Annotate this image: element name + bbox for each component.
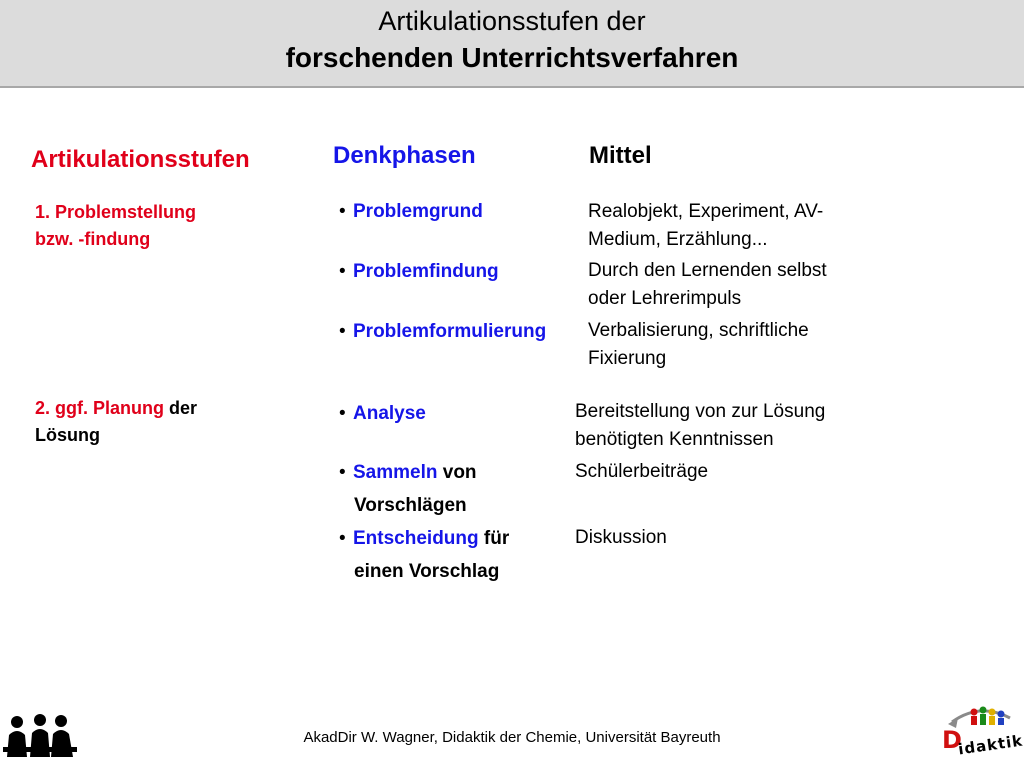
phase-label-rest: für	[478, 528, 510, 549]
phase-label: Problemgrund	[353, 201, 483, 222]
title-banner	[0, 0, 1024, 88]
mittel-line: benötigten Kenntnissen	[575, 429, 774, 450]
column-header-artikulationsstufen: Artikulationsstufen	[31, 146, 250, 173]
phase-item	[339, 397, 426, 430]
column-header-mittel: Mittel	[589, 142, 652, 169]
phase-item	[339, 456, 477, 522]
mittel-entry	[575, 524, 667, 552]
phase-label-continuation: einen Vorschlag	[354, 561, 500, 582]
logo-text: idaktik	[957, 731, 1024, 759]
bullet: •	[339, 321, 346, 342]
stage-2-highlight: 2. ggf. Planung	[35, 398, 164, 418]
stage-2-line-2: Lösung	[35, 425, 100, 445]
phase-item	[339, 315, 546, 348]
didaktik-logo	[940, 700, 1024, 769]
mittel-line: Diskussion	[575, 527, 667, 548]
stage-2	[35, 395, 197, 449]
phase-label: Problemformulierung	[353, 321, 547, 342]
logo-letter-d: D	[942, 726, 962, 754]
mittel-line: Fixierung	[588, 348, 667, 369]
column-header-denkphasen: Denkphasen	[333, 142, 476, 169]
phase-label: Problemfindung	[353, 261, 499, 282]
people-silhouette-icon	[3, 713, 77, 764]
title-line-1: Artikulationsstufen der	[378, 6, 646, 36]
phase-item	[339, 255, 499, 288]
mittel-line: Bereitstellung von zur Lösung	[575, 401, 826, 422]
phase-label: Analyse	[353, 403, 426, 424]
phase-item	[339, 195, 483, 228]
mittel-entry	[575, 458, 708, 486]
bullet: •	[339, 403, 346, 424]
mittel-line: oder Lehrerimpuls	[588, 288, 742, 309]
stage-1-line-2: bzw. -findung	[35, 229, 151, 249]
stage-1-line-1: 1. Problemstellung	[35, 202, 197, 222]
bullet: •	[339, 261, 346, 282]
phase-label-rest: von	[437, 462, 477, 483]
phase-item	[339, 522, 509, 588]
mittel-line: Realobjekt, Experiment, AV-	[588, 201, 824, 222]
phase-label: Sammeln	[353, 462, 438, 483]
phase-label: Entscheidung	[353, 528, 479, 549]
mittel-entry	[588, 198, 823, 254]
mittel-line: Medium, Erzählung...	[588, 229, 768, 250]
mittel-line: Durch den Lernenden selbst	[588, 260, 827, 281]
mittel-entry	[588, 257, 827, 313]
bullet: •	[339, 201, 346, 222]
footer-credit: AkadDir W. Wagner, Didaktik der Chemie, Universität Bayreuth	[303, 729, 721, 746]
stage-2-rest: der	[164, 398, 198, 418]
bullet: •	[339, 462, 346, 483]
mittel-entry	[588, 317, 809, 373]
mittel-line: Schülerbeiträge	[575, 461, 709, 482]
phase-label-continuation: Vorschlägen	[354, 495, 467, 516]
title-line-2: forschenden Unterrichtsverfahren	[285, 42, 739, 73]
bullet: •	[339, 528, 346, 549]
stage-1	[35, 199, 196, 253]
mittel-entry	[575, 398, 825, 454]
mittel-line: Verbalisierung, schriftliche	[588, 320, 809, 341]
